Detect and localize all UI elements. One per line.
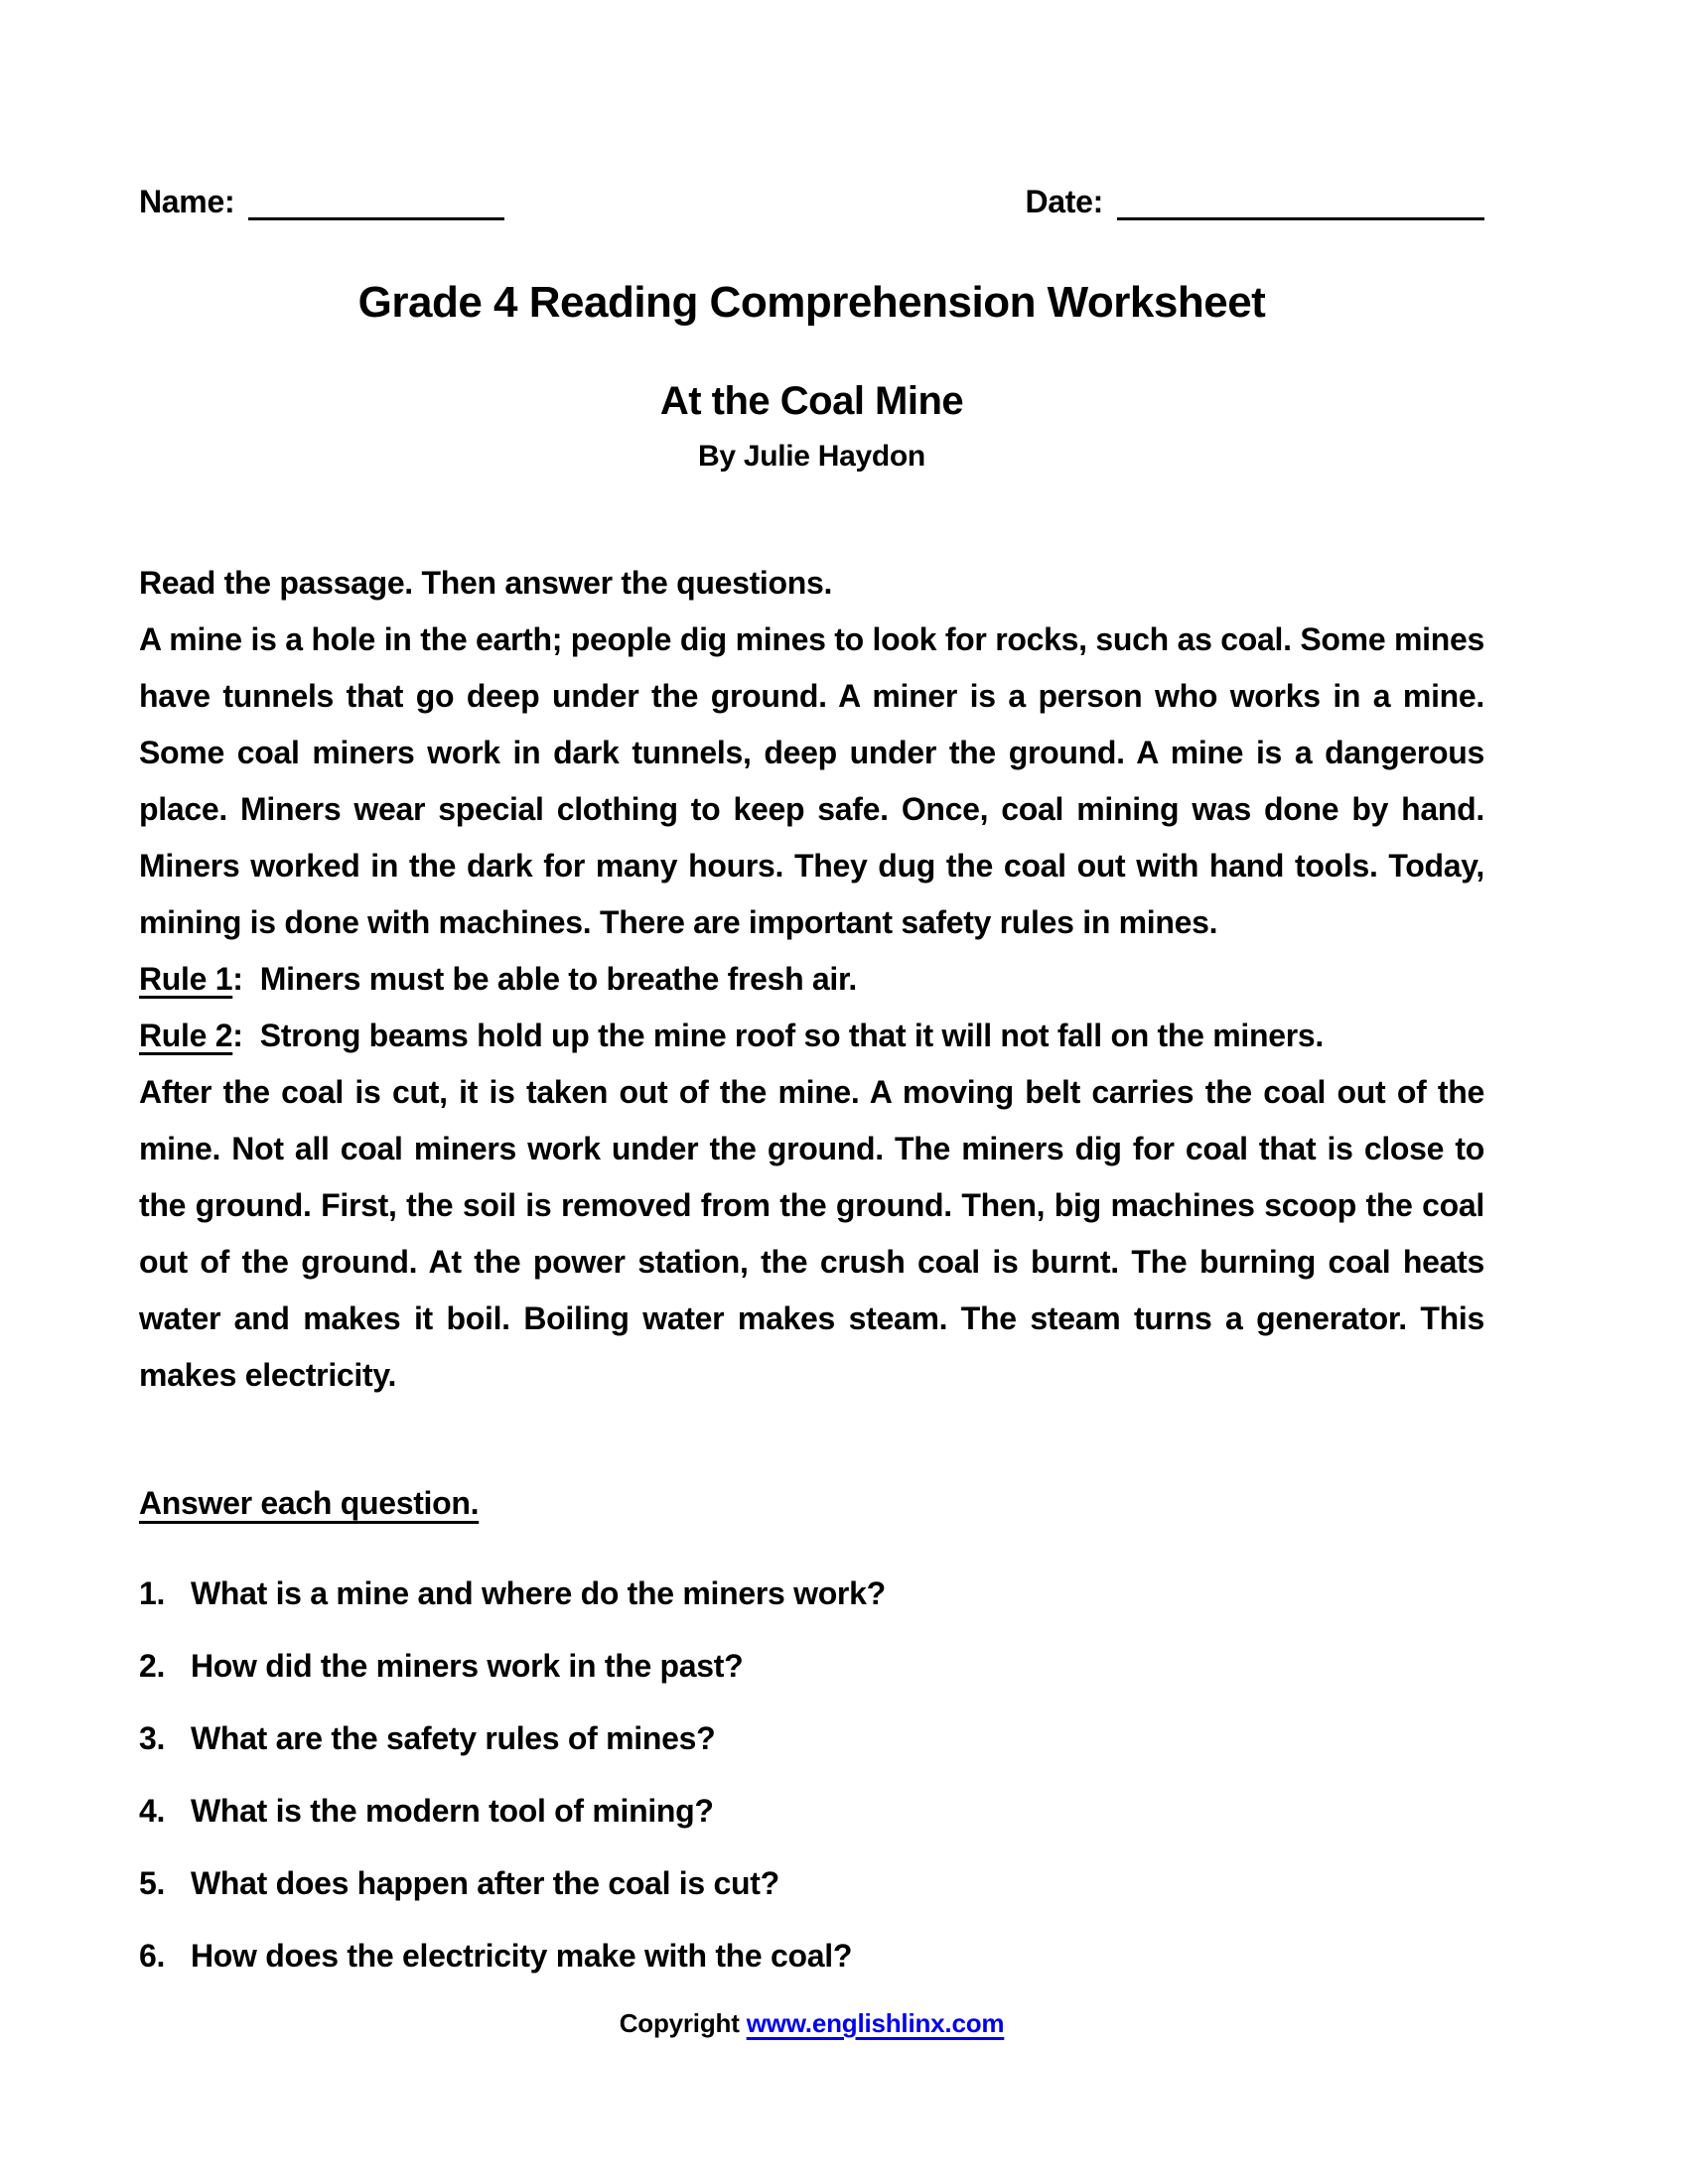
rule-1-text: : Miners must be able to breathe fresh air. [232, 961, 857, 997]
question-text: What are the safety rules of mines? [191, 1720, 716, 1756]
question-row-3 [139, 1718, 1484, 1758]
answer-section-heading: Answer each question. [139, 1485, 480, 1521]
copyright-label: Copyright [619, 2008, 740, 2038]
question-row-5 [139, 1863, 1484, 1903]
rule-2-label: Rule 2 [139, 1018, 233, 1053]
name-field [139, 184, 504, 220]
rule-2-line [139, 1008, 1484, 1064]
header [139, 184, 1484, 220]
rule-1-label: Rule 1 [139, 961, 233, 997]
question-text: What is the modern tool of mining? [191, 1793, 714, 1829]
date-blank-line[interactable] [1117, 187, 1484, 220]
date-label: Date: [1025, 184, 1103, 219]
date-field [1025, 184, 1484, 220]
question-row-4 [139, 1791, 1484, 1831]
copyright-link[interactable]: www.englishlinx.com [746, 2008, 1005, 2038]
question-row-1 [139, 1573, 1484, 1613]
name-label: Name: [139, 184, 235, 219]
question-row-6 [139, 1936, 1484, 1976]
question-number: 3. [139, 1720, 166, 1756]
name-blank-line[interactable] [248, 187, 504, 220]
passage-title: At the Coal Mine [659, 379, 964, 423]
footer [139, 2008, 1484, 2039]
rule-1-line [139, 951, 1484, 1008]
question-number: 6. [139, 1938, 166, 1974]
question-row-2 [139, 1646, 1484, 1686]
question-text: What does happen after the coal is cut? [191, 1865, 779, 1901]
passage-paragraph-1: A mine is a hole in the earth; people dig mines to look for rocks, such as coal. Some mines have tunnels that go deep under the ground. A miner is a person who works in a mine. Some coal miners work in dark tunnels, deep under the ground. A mine is a dangerous place. Miners wear special clothing to keep safe. Once, coal mining was done by hand. Miners worked in the dark for many hours. They dug the coal out with hand tools. Today, mining is done with machines. There are important safety rules in mines. [139, 621, 1484, 940]
question-text: What is a mine and where do the miners work? [191, 1575, 886, 1611]
question-number: 4. [139, 1793, 166, 1829]
question-list [139, 1573, 1484, 1976]
instruction-line: Read the passage. Then answer the questions. [139, 565, 833, 601]
question-text: How does the electricity make with the coal? [191, 1938, 853, 1974]
rule-2-text: : Strong beams hold up the mine roof so that it will not fall on the miners. [232, 1018, 1324, 1053]
question-number: 2. [139, 1648, 166, 1684]
page-title: Grade 4 Reading Comprehension Worksheet [357, 278, 1266, 327]
passage-paragraph-2: After the coal is cut, it is taken out of the mine. A moving belt carries the coal out of the mine. Not all coal miners work under the ground. The miners dig for coal that is close to the ground. First, the soil is removed from the ground. Then, big machines scoop the coal out of the ground. At the power station, the crush coal is burnt. The burning coal heats water and makes it boil. Boiling water makes steam. The steam turns a generator. This makes electricity. [139, 1074, 1484, 1393]
question-number: 1. [139, 1575, 166, 1611]
question-number: 5. [139, 1865, 166, 1901]
question-text: How did the miners work in the past? [191, 1648, 744, 1684]
byline: By Julie Haydon [698, 440, 925, 473]
